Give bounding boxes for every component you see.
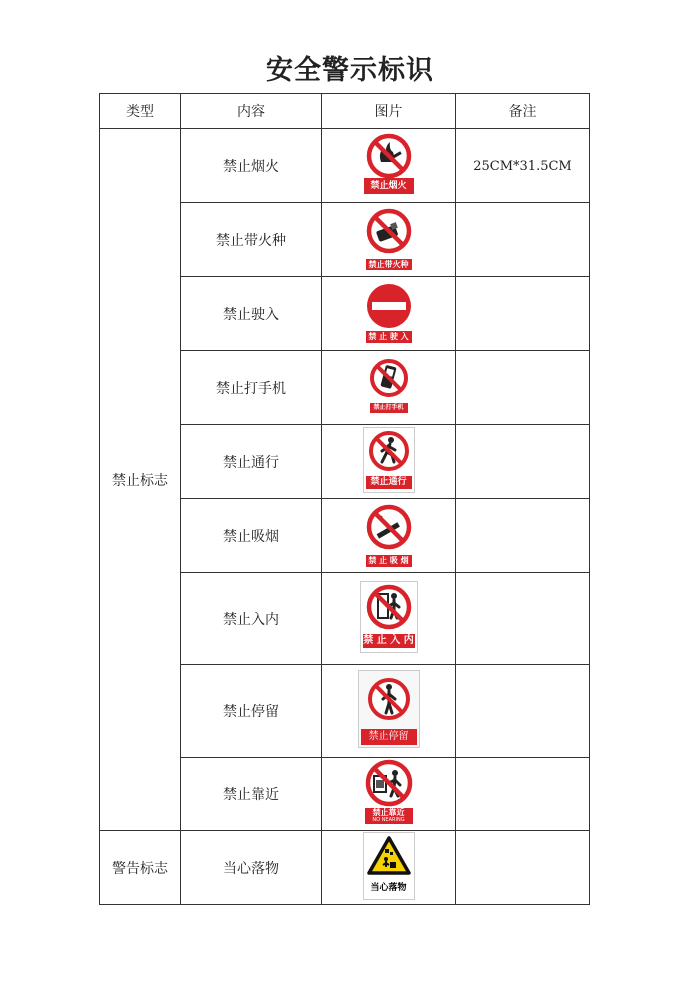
row-picture <box>322 277 456 351</box>
sign-no-stay <box>359 671 419 747</box>
row-note: 25CM*31.5CM <box>456 129 590 203</box>
header-type: 类型 <box>100 94 181 129</box>
no-pedestrian-icon <box>364 428 414 474</box>
sign-no-admittance <box>361 582 417 652</box>
no-fire-icon <box>364 132 414 180</box>
row-content: 禁止打手机 <box>181 351 322 425</box>
header-content: 内容 <box>181 94 322 129</box>
row-note <box>456 277 590 351</box>
row-content: 禁止带火种 <box>181 203 322 277</box>
sign-label: 禁止打手机 <box>370 403 408 413</box>
row-picture <box>322 665 456 758</box>
falling-objects-warning-icon <box>364 833 414 879</box>
table-row <box>100 831 590 905</box>
row-picture <box>322 831 456 905</box>
row-picture <box>322 203 456 277</box>
sign-label: 禁止靠近 <box>365 808 413 817</box>
sign-sub-label: NO NEARING <box>365 817 413 824</box>
row-content: 禁止吸烟 <box>181 499 322 573</box>
row-note <box>456 499 590 573</box>
row-note <box>456 425 590 499</box>
sign-falling-objects <box>364 833 414 899</box>
sign-label: 禁止通行 <box>366 476 412 489</box>
sign-label: 禁 止 驶 入 <box>366 331 412 343</box>
no-lighter-icon <box>364 206 414 256</box>
row-picture <box>322 758 456 831</box>
sign-no-fire <box>364 132 414 196</box>
sign-label: 当心落物 <box>370 882 407 893</box>
sign-label: 禁止带火种 <box>366 259 412 270</box>
no-phone-icon <box>369 356 409 402</box>
row-note <box>456 665 590 758</box>
row-content: 禁止通行 <box>181 425 322 499</box>
row-content: 当心落物 <box>181 831 322 905</box>
header-note: 备注 <box>456 94 590 129</box>
row-picture <box>322 573 456 665</box>
no-entry-icon <box>364 281 414 331</box>
no-approach-icon <box>363 758 415 808</box>
no-admittance-icon <box>361 582 417 632</box>
row-picture <box>322 425 456 499</box>
row-content: 禁止驶入 <box>181 277 322 351</box>
sign-no-approach <box>363 758 415 826</box>
sign-no-phone <box>369 356 409 416</box>
sign-label: 禁 止 吸 烟 <box>366 555 412 567</box>
row-note <box>456 203 590 277</box>
row-note <box>456 758 590 831</box>
row-content: 禁止入内 <box>181 573 322 665</box>
table-row <box>100 129 590 203</box>
table-header-row <box>100 94 590 129</box>
no-smoking-icon <box>364 502 414 552</box>
group-warning: 警告标志 <box>100 831 181 905</box>
sign-no-entry <box>364 281 414 343</box>
sign-label: 禁 止 入 内 <box>363 634 414 646</box>
sign-no-lighter <box>364 206 414 270</box>
sign-label: 禁止烟火 <box>365 179 413 193</box>
group-prohibition: 禁止标志 <box>100 129 181 831</box>
safety-sign-table <box>99 93 590 905</box>
row-content: 禁止停留 <box>181 665 322 758</box>
row-content: 禁止靠近 <box>181 758 322 831</box>
row-note <box>456 351 590 425</box>
row-picture <box>322 129 456 203</box>
sign-label: 禁止停留 <box>361 729 417 745</box>
page-title: 安全警示标识 <box>266 55 434 86</box>
row-picture <box>322 499 456 573</box>
no-stay-icon <box>359 671 419 725</box>
header-picture: 图片 <box>322 94 456 129</box>
row-note <box>456 831 590 905</box>
sign-no-smoking <box>364 502 414 566</box>
row-content: 禁止烟火 <box>181 129 322 203</box>
row-note <box>456 573 590 665</box>
row-picture <box>322 351 456 425</box>
sign-no-pedestrian <box>364 428 414 492</box>
